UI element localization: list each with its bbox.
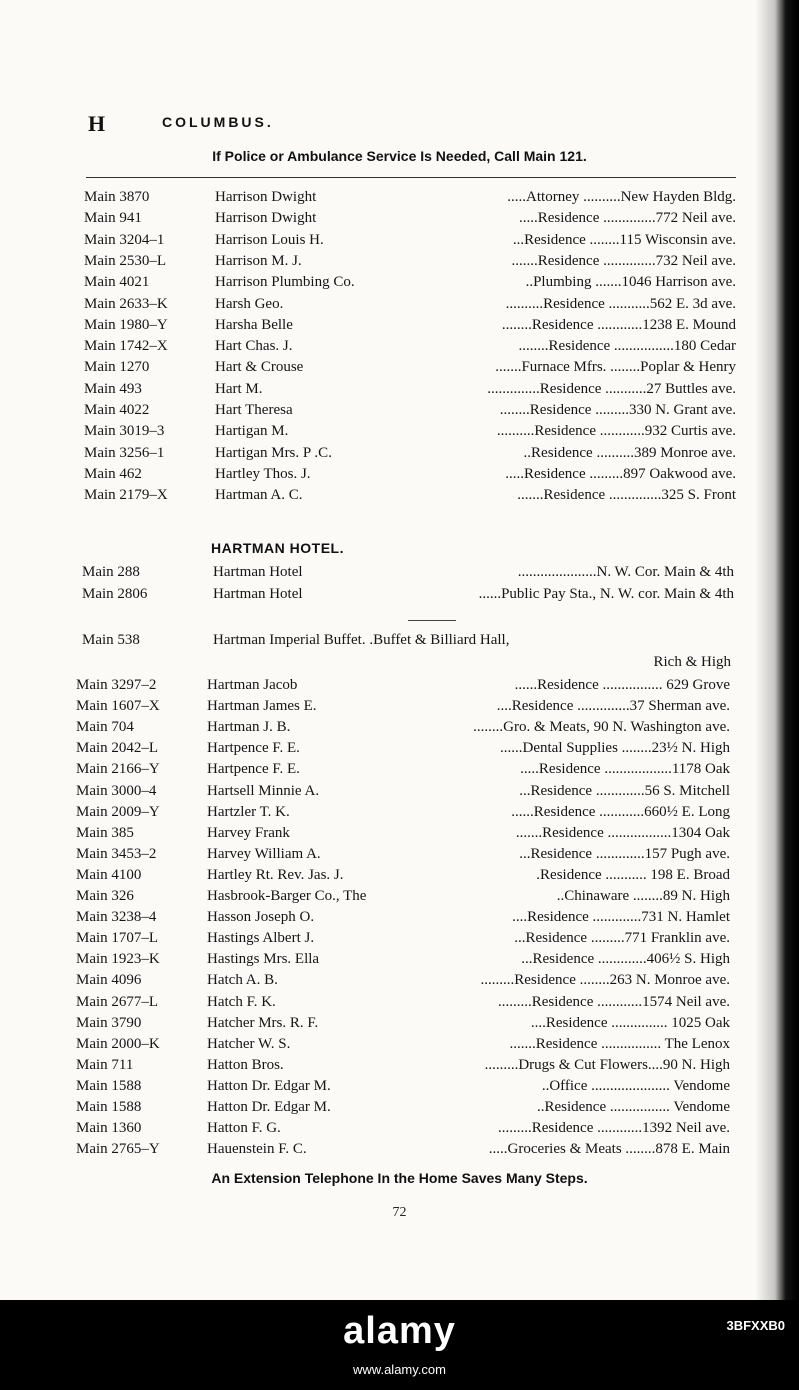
listing-details: .........Residence ........263 N. Monroe ave. <box>480 972 730 989</box>
listing-details: .......Residence ................ The Lenox <box>509 1035 730 1052</box>
phone-number: Main 1360 <box>76 1120 142 1137</box>
phone-number: Main 3019–3 <box>84 423 165 440</box>
listing-name: Hartley Thos. J. <box>215 465 311 482</box>
listing-name: Hartigan Mrs. P .C. <box>215 444 332 461</box>
listing-details: ..Chinaware ........89 N. High <box>556 888 730 904</box>
phone-number: Main 2806 <box>82 586 148 602</box>
listing-row <box>84 336 736 356</box>
listing-name: Hatton F. G. <box>207 1120 281 1137</box>
listing-details: .Residence ........... 198 E. Broad <box>536 866 730 883</box>
listing-row <box>84 251 736 271</box>
listing-name: Hartigan M. <box>215 423 289 440</box>
listing-details: .......Furnace Mfrs. ........Poplar & Henry <box>495 359 736 376</box>
listing-name: Hatton Dr. Edgar M. <box>207 1077 331 1094</box>
listing-row <box>76 949 730 969</box>
listing-details: ..Office ..................... Vendome <box>541 1077 730 1094</box>
phone-number: Main 4096 <box>76 972 142 989</box>
listing-row <box>84 272 736 292</box>
listing-name: Hasson Joseph O. <box>207 909 315 926</box>
phone-number: Main 1607–X <box>76 698 160 715</box>
listing-name: Hartman Jacob <box>207 677 298 693</box>
listing-row <box>84 208 736 228</box>
listing-name: Hartzler T. K. <box>207 803 290 820</box>
listing-text: Hartman Imperial Buffet. .Buffet & Billiard Hall, <box>213 632 510 648</box>
listing-row <box>76 802 730 822</box>
phone-number: Main 385 <box>76 824 134 841</box>
listing-name: Hartsell Minnie A. <box>207 782 320 799</box>
listing-row <box>84 379 736 399</box>
listing-details: .....................N. W. Cor. Main & 4th <box>517 564 734 580</box>
listing-details: .........Residence ............1574 Neil ave. <box>497 993 730 1010</box>
listing-details: ..Residence ................ Vendome <box>536 1099 730 1115</box>
listing-row <box>76 717 730 737</box>
listing-row <box>76 823 730 843</box>
listing-name: Hartpence F. E. <box>207 761 300 778</box>
listing-details: ........Residence ................180 Cedar <box>518 338 736 355</box>
phone-number: Main 2633–K <box>84 295 168 312</box>
listing-details: ....Residence ..............37 Sherman ave. <box>496 698 730 715</box>
listing-row <box>76 907 730 927</box>
listing-name: Hatcher W. S. <box>207 1035 291 1052</box>
watermark-image-id: 3BFXXB0 <box>726 1318 785 1333</box>
listing-row <box>76 970 730 990</box>
listing-row <box>76 1097 730 1117</box>
listing-details: ......Residence ............660½ E. Long <box>511 803 730 820</box>
phone-number: Main 2000–K <box>76 1035 160 1052</box>
listing-name: Harvey William A. <box>207 845 321 862</box>
listing-name: Hatcher Mrs. R. F. <box>207 1014 319 1031</box>
listing-details: ...Residence ........115 Wisconsin ave. <box>512 231 736 248</box>
listing-row <box>76 738 730 758</box>
phone-number: Main 2009–Y <box>76 803 160 820</box>
listing-details: ...Residence .............56 S. Mitchell <box>519 782 730 799</box>
listing-row <box>76 865 730 885</box>
listing-row <box>76 844 730 864</box>
listing-details: ......Public Pay Sta., N. W. cor. Main & 4th <box>478 586 734 602</box>
listing-row <box>76 1118 730 1138</box>
listing-details: .....Groceries & Meats ........878 E. Main <box>488 1141 730 1158</box>
listing-row <box>76 759 730 779</box>
listing-name: Harrison Louis H. <box>215 231 324 248</box>
listing-details: ........Residence ............1238 E. Mound <box>501 316 736 333</box>
phone-number: Main 3256–1 <box>84 444 165 461</box>
listing-details: ....Residence .............731 N. Hamlet <box>512 909 730 926</box>
listing-name: Hartman James E. <box>207 698 317 715</box>
phone-number: Main 2530–L <box>84 252 167 269</box>
phone-number: Main 462 <box>84 465 142 482</box>
page-number: 72 <box>392 1205 407 1220</box>
phone-number: Main 1588 <box>76 1099 142 1115</box>
imperial-continuation: Rich & High <box>653 654 731 670</box>
listing-row <box>76 1034 730 1054</box>
phone-number: Main 326 <box>76 888 134 904</box>
phone-number: Main 3297–2 <box>76 677 157 693</box>
phone-number: Main 2677–L <box>76 993 159 1010</box>
listing-row <box>76 675 730 695</box>
listing-details: ........Residence .........330 N. Grant ave. <box>499 402 736 418</box>
listing-name: Hatton Bros. <box>207 1056 284 1073</box>
listing-details: .........Residence ............1392 Neil ave. <box>497 1120 730 1137</box>
emergency-notice: If Police or Ambulance Service Is Needed, Call Main 121. <box>212 148 587 164</box>
listing-details: .......Residence ..............732 Neil ave. <box>511 252 736 269</box>
phone-number: Main 1923–K <box>76 951 160 968</box>
listing-row <box>84 315 736 335</box>
phone-number: Main 1588 <box>76 1077 142 1094</box>
listing-row <box>84 443 736 463</box>
listing-name: Hatton Dr. Edgar M. <box>207 1099 331 1115</box>
watermark-url: www.alamy.com <box>353 1362 446 1377</box>
section-letter: H <box>88 111 106 136</box>
listing-details: ....Residence ............... 1025 Oak <box>530 1014 730 1031</box>
phone-number: Main 3790 <box>76 1014 142 1031</box>
listing-name: Harsh Geo. <box>215 295 284 312</box>
phone-number: Main 4022 <box>84 402 150 418</box>
listing-row <box>82 584 734 604</box>
listing-details: ..........Residence ............932 Curtis ave. <box>496 423 736 440</box>
listing-name: Harvey Frank <box>207 824 290 841</box>
listing-details: ..............Residence ...........27 Buttles ave. <box>487 380 736 397</box>
listing-name: Hartman A. C. <box>215 487 303 504</box>
phone-number: Main 2042–L <box>76 740 159 757</box>
phone-number: Main 711 <box>76 1056 134 1073</box>
listing-row <box>84 485 736 505</box>
listing-name: Hartpence F. E. <box>207 740 300 757</box>
phone-number: Main 3000–4 <box>76 782 157 799</box>
listing-name: Hartman J. B. <box>207 719 291 736</box>
listing-details: ..Plumbing .......1046 Harrison ave. <box>525 274 736 291</box>
imperial-listing <box>82 630 736 650</box>
watermark-logo: alamy <box>343 1310 456 1352</box>
listing-name: Harsha Belle <box>215 316 293 333</box>
listing-row <box>76 1076 730 1096</box>
listing-row <box>76 886 730 906</box>
listing-row <box>76 1055 730 1075</box>
listing-name: Harrison Plumbing Co. <box>215 274 355 291</box>
phone-number: Main 3204–1 <box>84 231 165 248</box>
listing-details: ...Residence .............157 Pugh ave. <box>519 845 730 862</box>
listing-row <box>76 781 730 801</box>
header-divider <box>86 177 736 178</box>
phone-number: Main 1707–L <box>76 930 159 947</box>
listing-name: Hart Theresa <box>215 402 293 418</box>
listing-row <box>76 928 730 948</box>
listing-name: Hatch F. K. <box>207 993 276 1010</box>
listing-name: Hart & Crouse <box>215 359 304 376</box>
listing-name: Hart Chas. J. <box>215 338 293 355</box>
listing-details: .......Residence ..............325 S. Front <box>517 487 736 504</box>
listing-name: Hatch A. B. <box>207 972 278 989</box>
phone-number: Main 1742–X <box>84 338 168 355</box>
section-divider <box>408 620 456 621</box>
listing-name: Hartley Rt. Rev. Jas. J. <box>207 866 344 883</box>
listing-name: Hasbrook-Barger Co., The <box>207 888 367 904</box>
listing-details: .........Drugs & Cut Flowers....90 N. High <box>484 1056 730 1073</box>
page-edge-shadow <box>755 0 799 1300</box>
phone-number: Main 538 <box>82 632 140 648</box>
listing-name: Harrison Dwight <box>215 210 317 227</box>
listing-details: ...Residence .............406½ S. High <box>521 951 730 968</box>
listing-name: Hartman Hotel <box>213 586 303 602</box>
phone-number: Main 4100 <box>76 866 142 883</box>
listing-name: Hart M. <box>215 380 263 397</box>
city-title: COLUMBUS. <box>162 114 274 130</box>
phone-number: Main 493 <box>84 380 142 397</box>
listing-row <box>76 1139 730 1159</box>
listing-name: Hastings Mrs. Ella <box>207 951 320 968</box>
phone-number: Main 2765–Y <box>76 1141 160 1158</box>
phone-number: Main 4021 <box>84 274 150 291</box>
phone-number: Main 3870 <box>84 189 150 205</box>
listing-details: .....Residence .........897 Oakwood ave. <box>505 465 736 482</box>
listing-details: .......Residence .................1304 Oak <box>515 824 730 841</box>
listing-row <box>76 696 730 716</box>
listing-details: ..Residence ..........389 Monroe ave. <box>523 444 736 461</box>
phone-number: Main 288 <box>82 564 140 580</box>
listing-details: ...Residence .........771 Franklin ave. <box>514 930 730 947</box>
phone-number: Main 3238–4 <box>76 909 157 926</box>
listing-row <box>76 1013 730 1033</box>
listing-row <box>84 357 736 377</box>
phone-number: Main 2166–Y <box>76 761 160 778</box>
listing-row <box>84 187 736 207</box>
listing-name: Hartman Hotel <box>213 564 303 580</box>
listing-row <box>76 992 730 1012</box>
phone-number: Main 941 <box>84 210 142 227</box>
listing-details: ......Dental Supplies ........23½ N. High <box>500 740 730 757</box>
hotel-section-heading: HARTMAN HOTEL. <box>211 540 344 556</box>
listing-details: ..........Residence ...........562 E. 3d ave. <box>505 295 736 312</box>
footer-note: An Extension Telephone In the Home Saves Many Steps. <box>211 1170 588 1186</box>
listing-name: Hastings Albert J. <box>207 930 315 947</box>
listing-name: Harrison M. J. <box>215 252 302 269</box>
listing-row <box>84 230 736 250</box>
listing-details: ........Gro. & Meats, 90 N. Washington ave. <box>473 719 730 736</box>
phone-number: Main 1980–Y <box>84 316 168 333</box>
listing-details: ......Residence ................ 629 Grove <box>514 677 730 693</box>
listing-row <box>84 294 736 314</box>
listing-row <box>84 421 736 441</box>
phone-number: Main 3453–2 <box>76 845 157 862</box>
phone-number: Main 2179–X <box>84 487 168 504</box>
listing-row <box>84 400 736 420</box>
listing-name: Hauenstein F. C. <box>207 1141 307 1158</box>
listing-name: Harrison Dwight <box>215 189 317 205</box>
listing-details: .....Attorney ..........New Hayden Bldg. <box>507 189 736 205</box>
listing-details: .....Residence ..................1178 Oak <box>520 761 730 778</box>
listing-row <box>84 464 736 484</box>
phone-number: Main 1270 <box>84 359 150 376</box>
phone-number: Main 704 <box>76 719 134 736</box>
listing-details: .....Residence ..............772 Neil ave. <box>518 210 736 227</box>
listing-row <box>82 562 734 582</box>
